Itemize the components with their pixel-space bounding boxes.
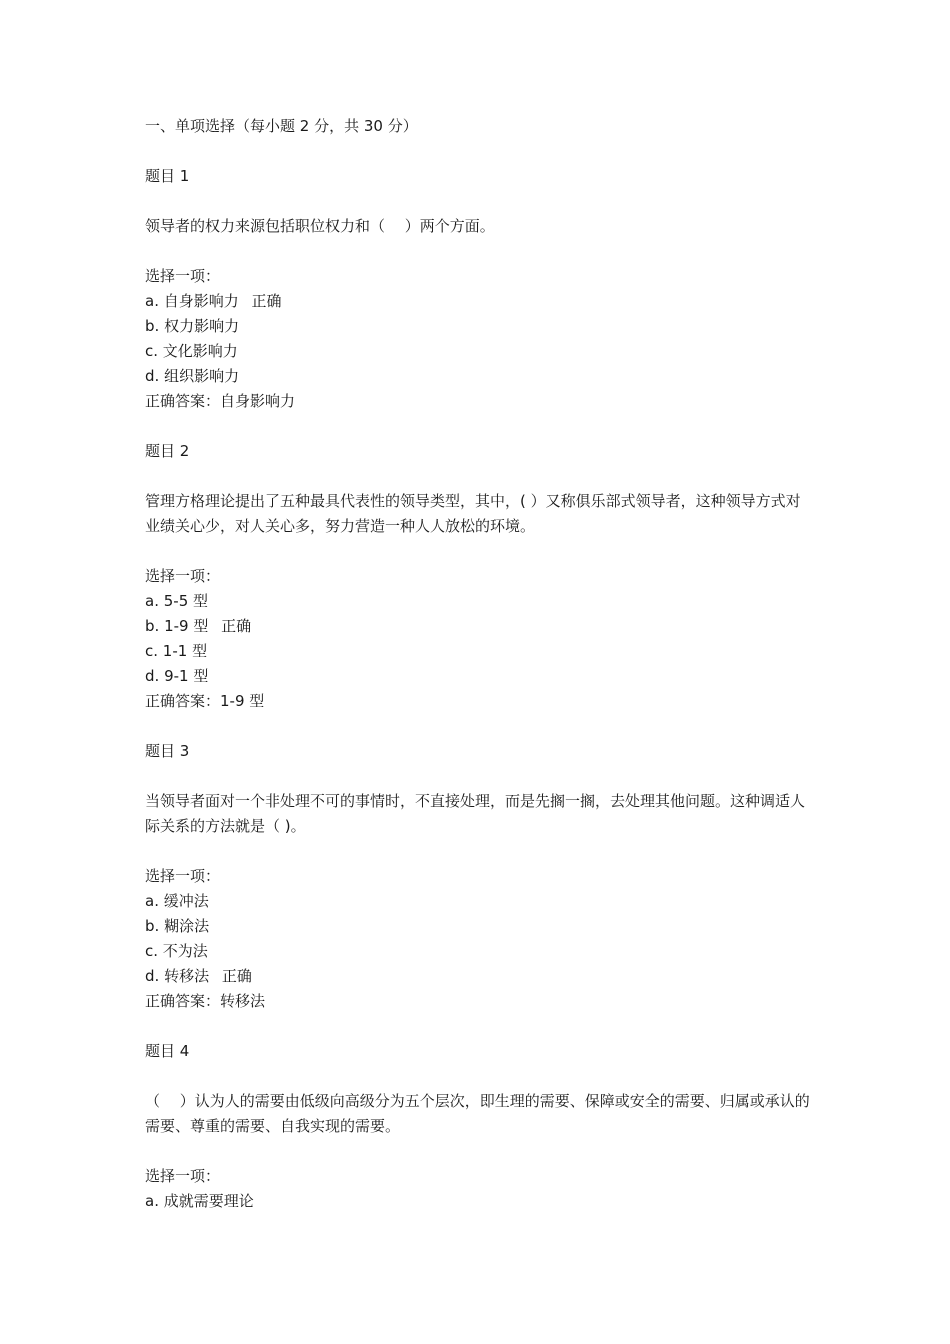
correct-answer: [145, 689, 815, 714]
answer-prefix: 正确答案：: [145, 392, 221, 410]
option-text: 糊涂法: [164, 917, 210, 935]
option-b: [145, 914, 815, 939]
answer-text: 转移法: [220, 992, 266, 1010]
option-prompt: 选择一项：: [145, 567, 221, 585]
answer-prefix: 正确答案：: [145, 692, 221, 710]
spacer: [145, 1064, 815, 1089]
option-prompt: 选择一项：: [145, 267, 221, 285]
question-4: [145, 1039, 815, 1214]
option-prompt: 选择一项：: [145, 867, 221, 885]
option-text: 成就需要理论: [163, 1192, 254, 1210]
question-1: [145, 164, 815, 439]
option-text: 转移法: [164, 967, 210, 985]
document-page: [145, 114, 815, 1214]
option-c: [145, 939, 815, 964]
option-letter: d.: [145, 667, 160, 685]
option-d: [145, 664, 815, 689]
option-letter: c.: [145, 942, 159, 960]
option-b: [145, 614, 815, 639]
spacer: [145, 414, 815, 439]
option-text: 自身影响力: [163, 292, 239, 310]
option-letter: a.: [145, 592, 159, 610]
answer-text: 1-9 型: [220, 692, 265, 710]
correct-mark: 正确: [221, 617, 252, 635]
question-stem: 管理方格理论提出了五种最具代表性的领导类型，其中，( ）又称俱乐部式领导者，这种领导方式对业绩关心少，对人关心多，努力营造一种人人放松的环境。: [145, 492, 801, 535]
option-text: 文化影响力: [162, 342, 238, 360]
option-b: [145, 314, 815, 339]
answer-prefix: 正确答案：: [145, 992, 221, 1010]
correct-answer: [145, 989, 815, 1014]
option-letter: a.: [145, 292, 159, 310]
option-letter: b.: [145, 617, 160, 635]
spacer: [145, 714, 815, 739]
question-stem: 领导者的权力来源包括职位权力和（ ）两个方面。: [145, 217, 495, 235]
option-a: [145, 1189, 815, 1214]
option-letter: a.: [145, 892, 159, 910]
section-title: 一、单项选择（每小题 2 分，共 30 分）: [145, 117, 418, 135]
answer-text: 自身影响力: [220, 392, 296, 410]
question-stem: （ ）认为人的需要由低级向高级分为五个层次，即生理的需要、保障或安全的需要、归属或承认的需要、尊重的需要、自我实现的需要。: [145, 1092, 810, 1135]
correct-mark: 正确: [221, 967, 252, 985]
option-letter: d.: [145, 367, 160, 385]
option-a: [145, 889, 815, 914]
spacer: [145, 1014, 815, 1039]
option-text: 1-9 型: [164, 617, 209, 635]
option-text: 不为法: [162, 942, 208, 960]
spacer: [145, 139, 815, 164]
option-c: [145, 339, 815, 364]
spacer: [145, 464, 815, 489]
correct-answer: [145, 389, 815, 414]
option-letter: c.: [145, 642, 159, 660]
option-text: 缓冲法: [163, 892, 209, 910]
option-d: [145, 364, 815, 389]
option-c: [145, 639, 815, 664]
option-text: 9-1 型: [164, 667, 209, 685]
option-text: 组织影响力: [164, 367, 240, 385]
question-label: 题目 3: [145, 742, 190, 760]
spacer: [145, 539, 815, 564]
option-text: 权力影响力: [164, 317, 240, 335]
question-2: [145, 439, 815, 739]
spacer: [145, 839, 815, 864]
option-text: 1-1 型: [162, 642, 208, 660]
option-letter: b.: [145, 917, 160, 935]
option-letter: a.: [145, 1192, 159, 1210]
correct-mark: 正确: [251, 292, 282, 310]
spacer: [145, 1139, 815, 1164]
option-letter: c.: [145, 342, 159, 360]
option-text: 5-5 型: [163, 592, 209, 610]
question-stem: 当领导者面对一个非处理不可的事情时，不直接处理，而是先搁一搁，去处理其他问题。这种调适人际关系的方法就是（ )。: [145, 792, 806, 835]
spacer: [145, 189, 815, 214]
question-3: [145, 739, 815, 1039]
question-label: 题目 4: [145, 1042, 190, 1060]
option-prompt: 选择一项：: [145, 1167, 221, 1185]
option-a: [145, 589, 815, 614]
option-d: [145, 964, 815, 989]
option-a: [145, 289, 815, 314]
option-letter: d.: [145, 967, 160, 985]
spacer: [145, 239, 815, 264]
option-letter: b.: [145, 317, 160, 335]
spacer: [145, 764, 815, 789]
question-label: 题目 1: [145, 167, 190, 185]
question-label: 题目 2: [145, 442, 190, 460]
